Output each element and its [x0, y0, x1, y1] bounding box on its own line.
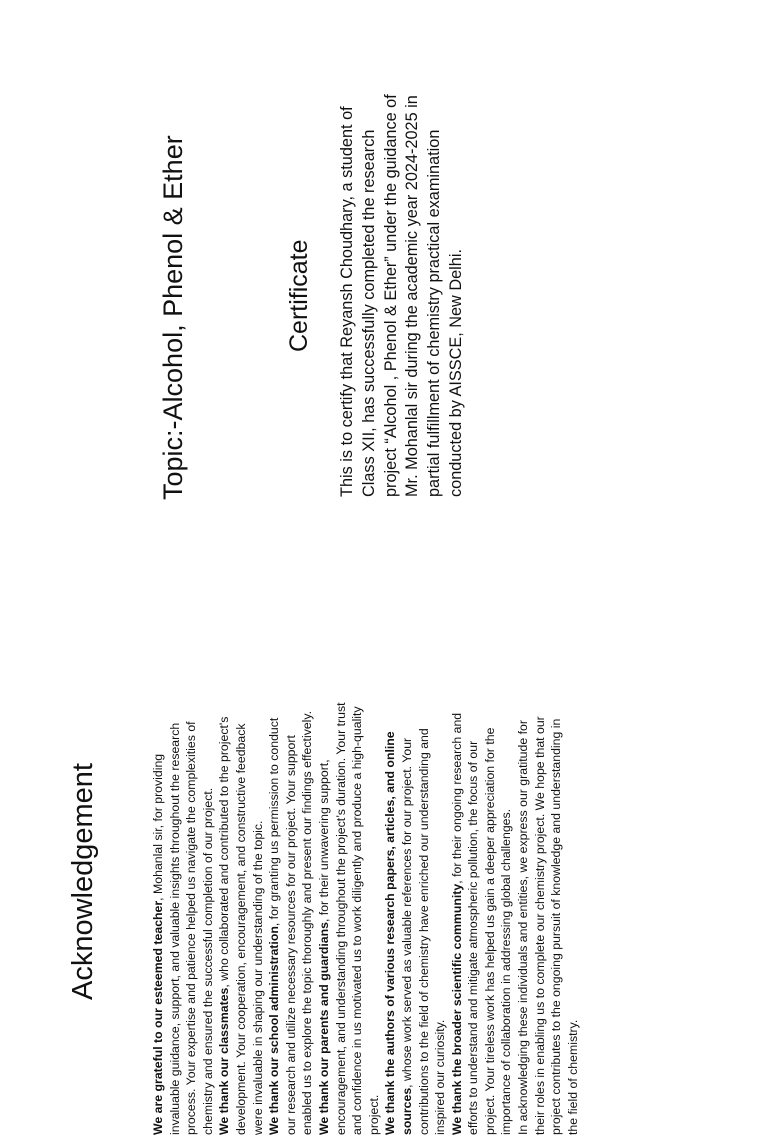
acknowledgement-body [150, 700, 581, 1135]
certificate-heading: Certificate [285, 239, 313, 352]
acknowledgement-clip [150, 0, 690, 1135]
ack-paragraph: We are grateful to our esteemed teacher, Mohanlal sir, for providing invaluable guidance, support, and valuable insights throughout the research process. Your expertise and patience helped us navigate the complexities of chemistry and ensured the successful completion of our project. [151, 721, 215, 1135]
ack-paragraph: We thank our classmates, who collaborated and contributed to the project's development. Your cooperation, encouragement, and constructive feedback were invaluable in shaping our understanding of the topic. [217, 716, 265, 1135]
ack-paragraph: We thank our school administration, for granting us permission to conduct our research and utilize necessary resources for our project. Your support enabled us to explore the topic thoroughly and present our findings effectively. [267, 710, 315, 1135]
acknowledgement-heading: Acknowledgement [67, 763, 99, 1000]
ack-paragraph: We thank our parents and guardians, for their unwavering support, encouragement, and understanding throughout the project’s duration. Your trust and confidence in us motivated us to work diligently and produce a high-quality project. [316, 702, 381, 1135]
ack-paragraph: We thank the authors of various research papers, articles, and online sources, whose work served as valuable references for our project. Your contributions to the field of chemistry have enriched our understanding and inspired our curiosity. [383, 728, 448, 1135]
certificate-text: This is to certify that Reyansh Choudhary, a student of Class XII, has successfully completed the research project “Alcohol , Phenol & Ether” under the guidance of Mr. Mohanlal sir during the academic year 2024-2025 in partial fulfillment of chemistry practical examination conducted by AISSCE, New Delhi. [338, 94, 465, 497]
ack-paragraph: We thank the broader scientific community, for their ongoing research and efforts to understand and mitigate atmospheric pollution, the focus of our project. Your tireless work has helped us gain a deeper appreciation for the importance of collaboration in addressing global challenges. [449, 712, 514, 1135]
ack-paragraph: In acknowledging these individuals and entities, we express our gratitude for their roles in enabling us to complete our chemistry project. We hope that our project contributes to the ongoing pursuit of knowledge and understanding in the field of chemistry. [516, 716, 580, 1135]
topic-title: Topic:-Alcohol, Phenol & Ether [158, 135, 188, 500]
